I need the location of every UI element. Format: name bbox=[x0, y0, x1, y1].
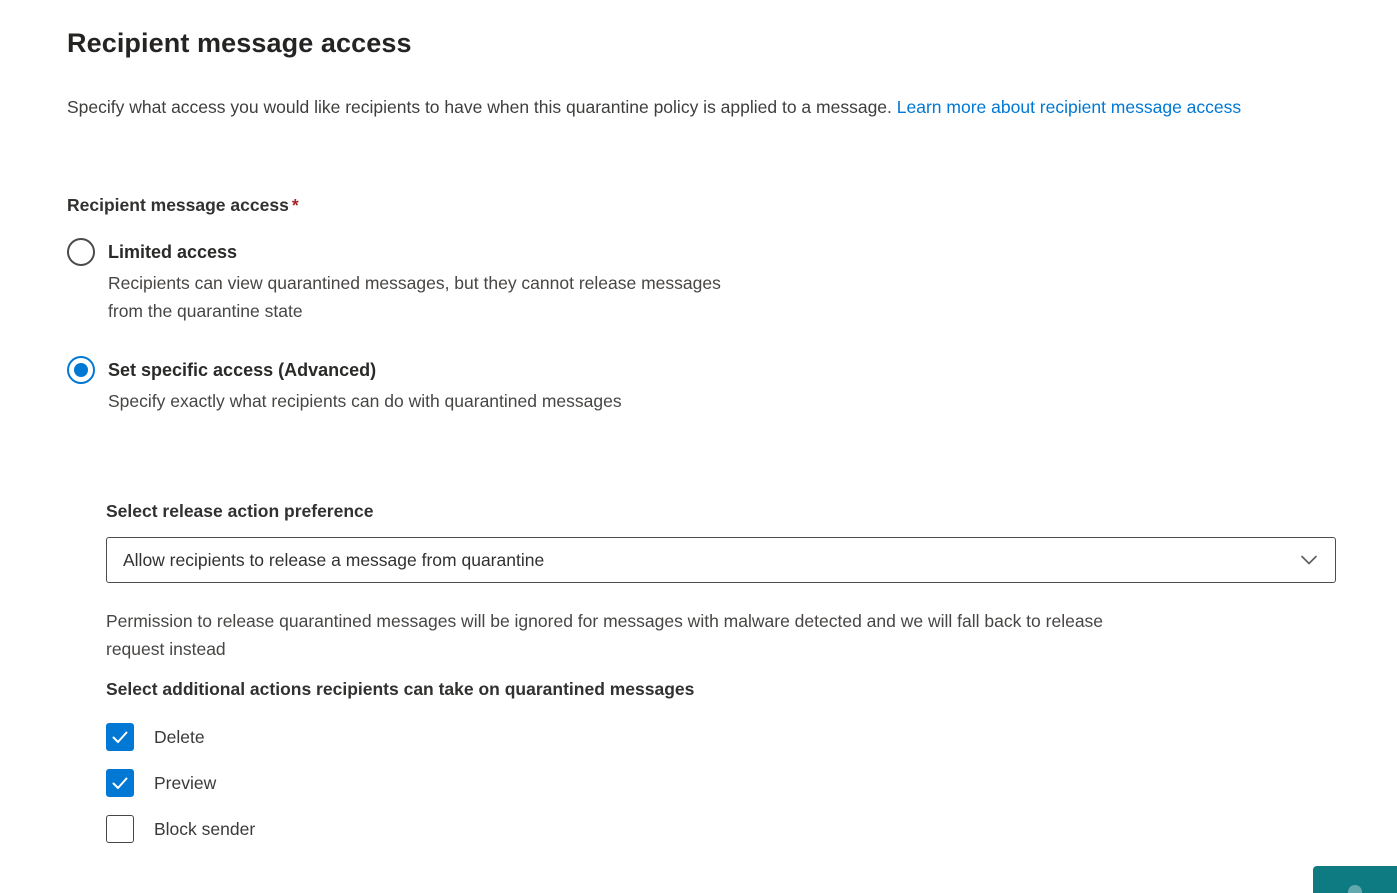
advanced-access-subsection bbox=[106, 499, 1337, 843]
checkmark-icon bbox=[112, 731, 128, 744]
release-action-note-line: Permission to release quarantined messages will be ignored for messages with malware detected and we will fall back to release bbox=[106, 611, 1104, 631]
checkmark-icon bbox=[112, 777, 128, 790]
page-description bbox=[67, 93, 1339, 121]
page-title: Recipient message access bbox=[67, 28, 412, 58]
learn-more-link[interactable]: Learn more about recipient message access bbox=[896, 97, 1242, 117]
radio-unselected-icon[interactable] bbox=[67, 238, 95, 266]
radio-option-label: Set specific access (Advanced) bbox=[108, 360, 377, 380]
radio-option-description bbox=[108, 269, 721, 325]
release-action-dropdown[interactable] bbox=[106, 537, 1336, 583]
additional-actions-label: Select additional actions recipients can take on quarantined messages bbox=[106, 679, 695, 699]
radio-option-limited-access[interactable] bbox=[67, 237, 1337, 325]
chevron-down-icon bbox=[1301, 555, 1317, 565]
radio-option-set-specific-access-body bbox=[108, 355, 622, 415]
radio-option-description-line: from the quarantine state bbox=[108, 301, 303, 321]
page-description-text: Specify what access you would like recipients to have when this quarantine policy is applied to a message. bbox=[67, 97, 892, 117]
radio-option-description bbox=[108, 387, 622, 415]
access-group-label-text: Recipient message access bbox=[67, 195, 289, 215]
checkbox-unchecked-icon[interactable] bbox=[106, 815, 134, 843]
radio-selected-icon[interactable] bbox=[67, 356, 95, 384]
required-asterisk: * bbox=[291, 195, 299, 215]
radio-option-limited-access-body bbox=[108, 237, 721, 325]
checkbox-label: Delete bbox=[154, 726, 205, 747]
checkbox-row-preview[interactable] bbox=[106, 769, 1337, 797]
radio-option-description-line: Recipients can view quarantined messages, but they cannot release messages bbox=[108, 273, 721, 293]
radio-option-description-line: Specify exactly what recipients can do with quarantined messages bbox=[108, 391, 622, 411]
access-group-label bbox=[67, 193, 1337, 217]
checkbox-row-delete[interactable] bbox=[106, 723, 1337, 751]
checkbox-checked-icon[interactable] bbox=[106, 769, 134, 797]
checkbox-row-block-sender[interactable] bbox=[106, 815, 1337, 843]
help-widget-corner[interactable] bbox=[1313, 866, 1397, 893]
release-action-note-line: request instead bbox=[106, 639, 226, 659]
radio-option-set-specific-access[interactable] bbox=[67, 355, 1337, 415]
radio-option-label: Limited access bbox=[108, 242, 238, 262]
checkbox-label: Block sender bbox=[154, 818, 256, 839]
additional-actions-list bbox=[106, 723, 1337, 843]
release-action-note bbox=[106, 607, 1337, 663]
release-action-selected-value: Allow recipients to release a message from quarantine bbox=[123, 549, 545, 570]
checkbox-checked-icon[interactable] bbox=[106, 723, 134, 751]
release-action-label: Select release action preference bbox=[106, 501, 374, 521]
checkbox-label: Preview bbox=[154, 772, 217, 793]
